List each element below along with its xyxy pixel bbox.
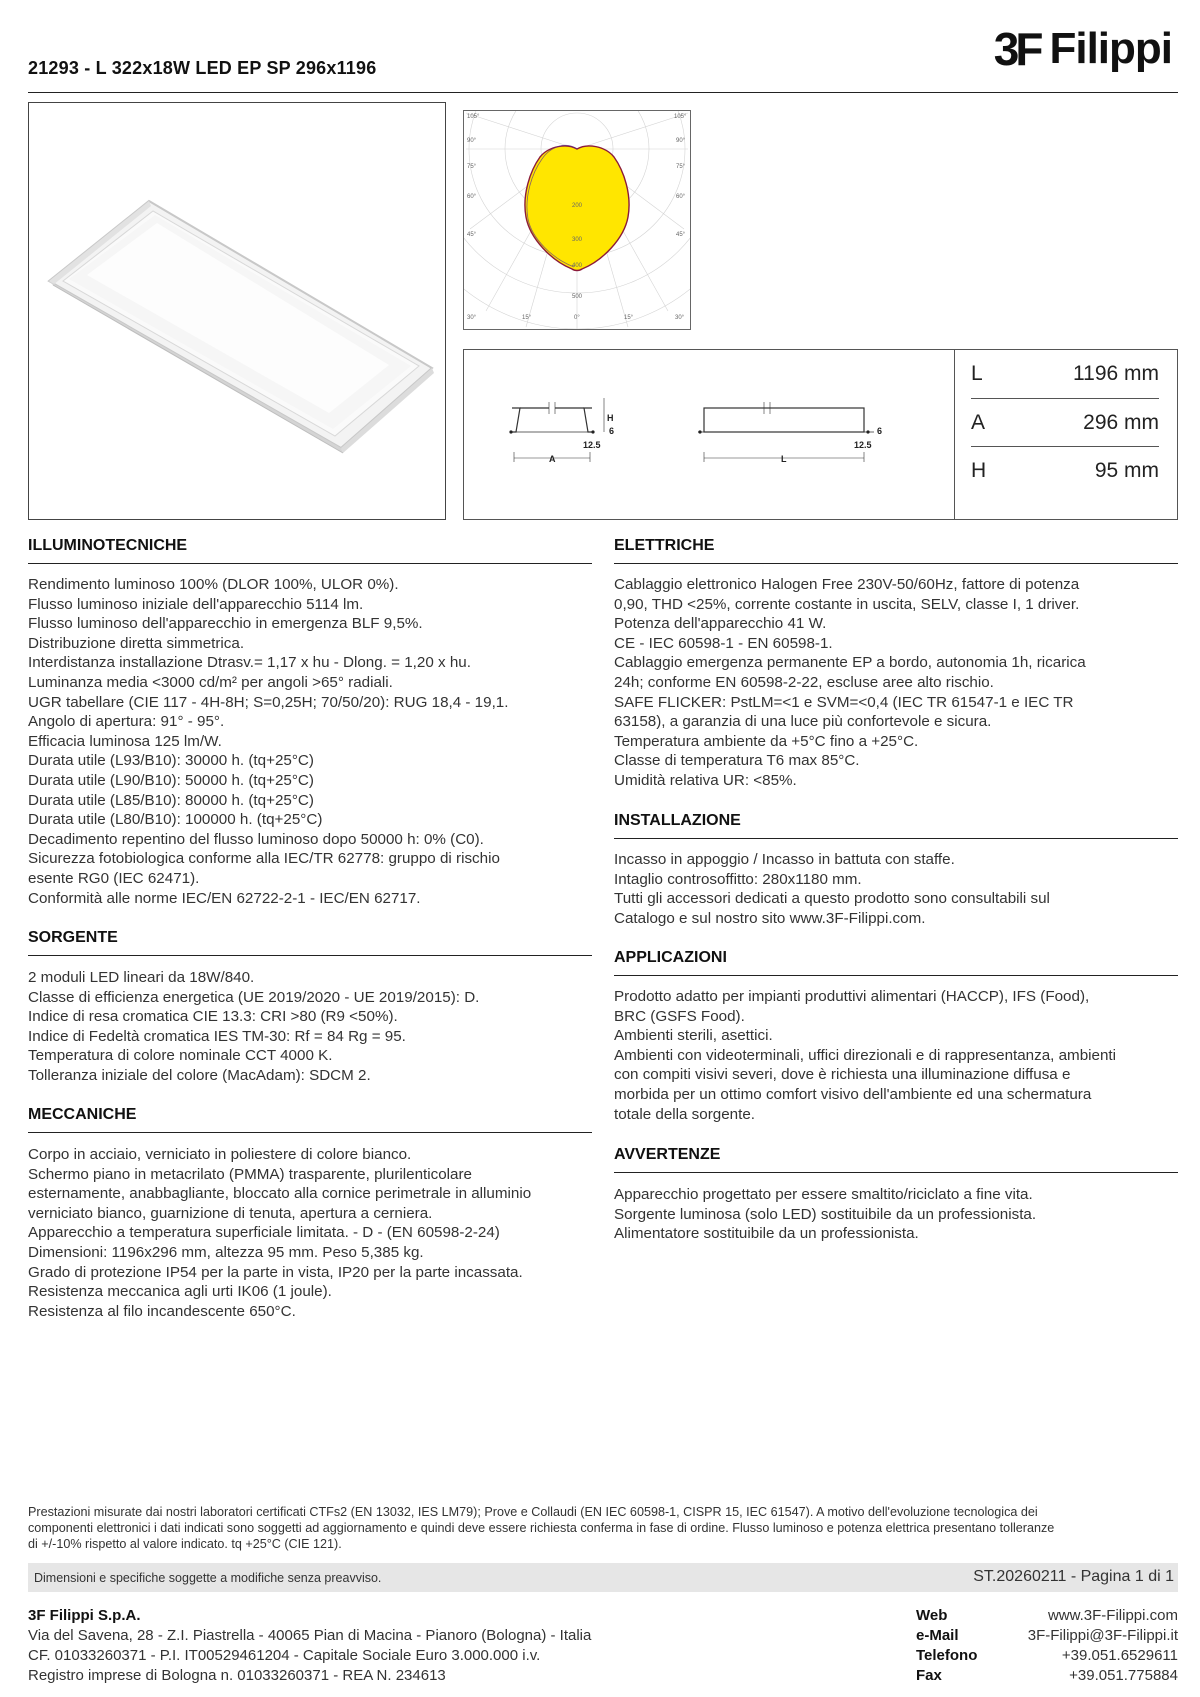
dimension-value: 1196 mm [1073, 362, 1159, 385]
drawing-label-h: H [607, 413, 614, 423]
spec-line: totale della sorgente. [614, 1105, 756, 1123]
contact-row-web [916, 1606, 1178, 1626]
header-divider [28, 92, 1178, 93]
dimension-value: 95 mm [1094, 459, 1159, 482]
spec-line: Alimentatore sostituibile da un professionista. [614, 1225, 919, 1243]
spec-line: CE - IEC 60598-1 - EN 60598-1. [614, 634, 833, 652]
photometric-diagram [464, 111, 690, 329]
angle-label-left: 90° [467, 138, 477, 144]
drawing-label-6: 6 [877, 426, 883, 436]
spec-line: Tolleranza iniziale del colore (MacAdam): SDCM 2. [28, 1066, 371, 1084]
spec-line: Prodotto adatto per impianti produttivi alimentari (HACCP), IFS (Food), [614, 988, 1090, 1005]
spec-line: 24h; conforme EN 60598-2-22, escluse aree alto rischio. [614, 673, 994, 691]
contact-label: Fax [916, 1667, 942, 1684]
company-line: Via del Savena, 28 - Z.I. Piastrella - 40065 Pian di Macina - Pianoro (Bologna) - Italia [28, 1627, 592, 1644]
angle-label-right: 75° [676, 164, 686, 170]
footnote-line: di +/-10% rispetto al valore indicato. tq +25°C (CIE 121). [28, 1537, 342, 1551]
section-title-applicazioni: APPLICAZIONI [614, 949, 727, 966]
spec-line: 63158), a garanzia di una luce più confortevole e sicura. [614, 713, 992, 731]
contact-info [916, 1606, 1178, 1686]
spec-line: Flusso luminoso iniziale dell'apparecchio 5114 lm. [28, 595, 364, 613]
product-image-box [28, 102, 446, 520]
section-divider [614, 975, 1178, 976]
spec-line: Efficacia luminosa 125 lm/W. [28, 732, 222, 750]
spec-line: esente RG0 (IEC 62471). [28, 869, 200, 887]
section-title-installazione: INSTALLAZIONE [614, 812, 741, 829]
radial-value-label: 500 [572, 294, 583, 300]
spec-line: 2 moduli LED lineari da 18W/840. [28, 969, 255, 986]
brand-logo [993, 23, 1172, 75]
spec-line: Durata utile (L90/B10): 50000 h. (tq+25°C) [28, 771, 314, 789]
drawing-label-6: 6 [609, 426, 615, 436]
angle-label-right: 60° [676, 194, 686, 200]
page-code: ST.20260211 - Pagina 1 di 1 [973, 1568, 1174, 1585]
section-divider [614, 838, 1178, 839]
logo-mark: 3F [993, 23, 1040, 75]
spec-line: Luminanza media <3000 cd/m² per angoli >65° radiali. [28, 673, 393, 691]
angle-label-bottom: 30° [675, 315, 685, 321]
spec-line: 0,90, THD <25%, corrente costante in uscita, SELV, classe I, 1 driver. [614, 595, 1080, 613]
contact-row-phone [916, 1646, 1178, 1666]
contact-label: e-Mail [916, 1627, 959, 1644]
company-line: CF. 01033260371 - P.I. IT00529461204 - Capitale Sociale Euro 3.000.000 i.v. [28, 1647, 541, 1664]
disclaimer-text: Dimensioni e specifiche soggette a modifiche senza preavviso. [34, 1571, 382, 1585]
spec-line: Flusso luminoso dell'apparecchio in emergenza BLF 9,5%. [28, 615, 423, 633]
angle-label-bottom: 30° [467, 315, 477, 321]
section-body-elettriche [614, 575, 1178, 791]
section-body-installazione [614, 850, 1178, 928]
spec-line: Catalogo e sul nostro sito www.3F-Filippi.com. [614, 909, 926, 927]
product-title: 21293 - L 322x18W LED EP SP 296x1196 [28, 58, 377, 78]
angle-label-right: 105° [674, 114, 687, 120]
contact-label: Web [916, 1607, 948, 1624]
angle-label-bottom: 0° [574, 315, 580, 321]
website-link[interactable]: www.3F-Filippi.com [1047, 1607, 1178, 1624]
spec-line: SAFE FLICKER: PstLM=<1 e SVM=<0,4 (IEC TR 61547-1 e IEC TR [614, 693, 1074, 711]
section-body-illuminotecniche [28, 575, 592, 908]
contact-row-email [916, 1626, 1178, 1646]
spec-line: Classe di efficienza energetica (UE 2019/2020 - UE 2019/2015): D. [28, 988, 480, 1006]
section-divider [28, 1132, 592, 1133]
spec-line: Sorgente luminosa (solo LED) sostituibile da un professionista. [614, 1205, 1037, 1223]
spec-line: Grado di protezione IP54 per la parte in vista, IP20 per la parte incassata. [28, 1263, 523, 1281]
section-divider [614, 563, 1178, 564]
fax-number: +39.051.775884 [1069, 1667, 1178, 1684]
measurement-footnote [28, 1504, 1178, 1552]
spec-line: Cablaggio elettronico Halogen Free 230V-50/60Hz, fattore di potenza [614, 576, 1080, 593]
spec-line: Angolo di apertura: 91° - 95°. [28, 713, 225, 731]
spec-line: Temperatura ambiente da +5°C fino a +25°C. [614, 732, 919, 750]
footer-bar [28, 1563, 1178, 1592]
phone-number: +39.051.6529611 [1061, 1647, 1178, 1664]
spec-line: Decadimento repentino del flusso luminoso dopo 50000 h: 0% (C0). [28, 830, 484, 848]
section-title-sorgente: SORGENTE [28, 929, 118, 946]
section-divider [28, 563, 592, 564]
spec-line: Apparecchio a temperatura superficiale limitata. - D - (EN 60598-2-24) [28, 1224, 500, 1242]
section-title-elettriche: ELETTRICHE [614, 537, 715, 554]
dimension-row [955, 399, 1177, 446]
dimension-row [955, 447, 1177, 494]
spec-line: Rendimento luminoso 100% (DLOR 100%, ULOR 0%). [28, 576, 399, 593]
spec-line: Temperatura di colore nominale CCT 4000 K. [28, 1047, 333, 1065]
spec-line: Corpo in acciaio, verniciato in poliestere di colore bianco. [28, 1146, 412, 1163]
angle-label-left: 75° [467, 164, 477, 170]
spec-line: Ambienti sterili, asettici. [614, 1027, 773, 1045]
spec-line: Indice di resa cromatica CIE 13.3: CRI >80 (R9 <50%). [28, 1008, 398, 1026]
company-info [28, 1606, 591, 1686]
spec-line: Distribuzione diretta simmetrica. [28, 634, 245, 652]
angle-label-left: 105° [467, 114, 480, 120]
email-link[interactable]: 3F-Filippi@3F-Filippi.it [1027, 1627, 1178, 1644]
angle-label-left: 60° [467, 194, 477, 200]
spec-line: Conformità alle norme IEC/EN 62722-2-1 - IEC/EN 62717. [28, 889, 421, 907]
company-line: Registro imprese di Bologna n. 01033260371 - REA N. 234613 [28, 1667, 446, 1684]
angle-label-left: 45° [467, 232, 477, 238]
section-body-meccaniche [28, 1145, 592, 1321]
photometric-diagram-box [463, 110, 691, 330]
spec-line: morbida per un ottimo comfort visivo dell'ambiente ed una schermatura [614, 1085, 1092, 1103]
angle-label-bottom: 15° [624, 315, 634, 321]
drawing-label-a: A [549, 454, 556, 464]
dimension-value: 296 mm [1083, 411, 1159, 434]
radial-value-label: 200 [572, 203, 583, 209]
drawing-label-12-5: 12.5 [854, 440, 872, 450]
logo-name: Filippi [1049, 24, 1172, 73]
footnote-line: componenti elettronici i dati indicati sono soggetti ad aggiornamento e quindi deve essere richiesta conferma in fase di ordine. Flusso luminoso e potenza elettrica presentano tolleranze [28, 1521, 1055, 1535]
spec-line: Durata utile (L85/B10): 80000 h. (tq+25°C) [28, 791, 314, 809]
spec-line: Indice di Fedeltà cromatica IES TM-30: Rf = 84 Rg = 95. [28, 1027, 406, 1045]
section-drawing [464, 350, 954, 519]
contact-row-fax [916, 1666, 1178, 1686]
dimension-row [955, 350, 1177, 397]
spec-line: Resistenza al filo incandescente 650°C. [28, 1302, 296, 1320]
dimension-key: H [971, 459, 987, 482]
spec-line: Durata utile (L93/B10): 30000 h. (tq+25°C) [28, 752, 314, 770]
dimension-key: A [971, 411, 986, 434]
radial-value-label: 400 [572, 263, 583, 269]
spec-line: Durata utile (L80/B10): 100000 h. (tq+25°C) [28, 811, 323, 829]
spec-line: BRC (GSFS Food). [614, 1007, 745, 1025]
angle-label-right: 45° [676, 232, 686, 238]
section-divider [28, 955, 592, 956]
dimension-key: L [971, 362, 983, 385]
product-image [29, 103, 445, 519]
spec-line: Apparecchio progettato per essere smaltito/riciclato a fine vita. [614, 1186, 1033, 1203]
drawing-label-l: L [781, 454, 787, 464]
spec-line: Cablaggio emergenza permanente EP a bordo, autonomia 1h, ricarica [614, 654, 1086, 672]
angle-label-bottom: 15° [522, 315, 532, 321]
spec-line: con compiti visivi severi, dove è richiesta una illuminazione diffusa e [614, 1066, 1071, 1084]
technical-drawing-box [463, 349, 1178, 520]
section-body-applicazioni [614, 987, 1178, 1124]
spec-line: Intaglio controsoffitto: 280x1180 mm. [614, 870, 862, 888]
radial-value-label: 300 [572, 237, 583, 243]
footnote-line: Prestazioni misurate dai nostri laboratori certificati CTFs2 (EN 13032, IES LM79); Prove e Collaudi (EN IEC 60598-1, CISPR 15, IEC 61547). A motivo dell'evoluzione tecnologica dei [28, 1505, 1038, 1519]
spec-line: Dimensioni: 1196x296 mm, altezza 95 mm. Peso 5,385 kg. [28, 1243, 424, 1261]
company-name: 3F Filippi S.p.A. [28, 1607, 141, 1624]
spec-line: esternamente, anabbagliante, bloccato alla cornice perimetrale in alluminio [28, 1185, 532, 1203]
spec-line: Interdistanza installazione Dtrasv.= 1,17 x hu - Dlong. = 1,20 x hu. [28, 654, 471, 672]
spec-line: UGR tabellare (CIE 117 - 4H-8H; S=0,25H; 70/50/20): RUG 18,4 - 19,1. [28, 693, 509, 711]
section-title-meccaniche: MECCANICHE [28, 1106, 137, 1123]
spec-line: Ambienti con videoterminali, uffici direzionali e di rappresentanza, ambienti [614, 1046, 1117, 1064]
spec-line: Classe di temperatura T6 max 85°C. [614, 752, 860, 770]
angle-label-right: 90° [676, 138, 686, 144]
section-divider [614, 1172, 1178, 1173]
spec-line: Schermo piano in metacrilato (PMMA) trasparente, plurilenticolare [28, 1165, 472, 1183]
dimensions-table [955, 350, 1177, 519]
section-title-avvertenze: AVVERTENZE [614, 1146, 721, 1163]
spec-line: Resistenza meccanica agli urti IK06 (1 joule). [28, 1283, 332, 1301]
spec-line: Sicurezza fotobiologica conforme alla IEC/TR 62778: gruppo di rischio [28, 850, 500, 868]
spec-line: Potenza dell'apparecchio 41 W. [614, 615, 827, 633]
contact-label: Telefono [916, 1647, 978, 1664]
spec-line: Tutti gli accessori dedicati a questo prodotto sono consultabili sul [614, 890, 1050, 908]
section-body-avvertenze [614, 1185, 1178, 1244]
spec-line: Incasso in appoggio / Incasso in battuta con staffe. [614, 851, 955, 868]
drawing-label-12-5: 12.5 [583, 440, 601, 450]
section-title-illuminotecniche: ILLUMINOTECNICHE [28, 537, 188, 554]
spec-line: verniciato bianco, guarnizione di tenuta, apertura a cerniera. [28, 1204, 433, 1222]
spec-line: Umidità relativa UR: <85%. [614, 771, 797, 789]
section-body-sorgente [28, 968, 592, 1086]
